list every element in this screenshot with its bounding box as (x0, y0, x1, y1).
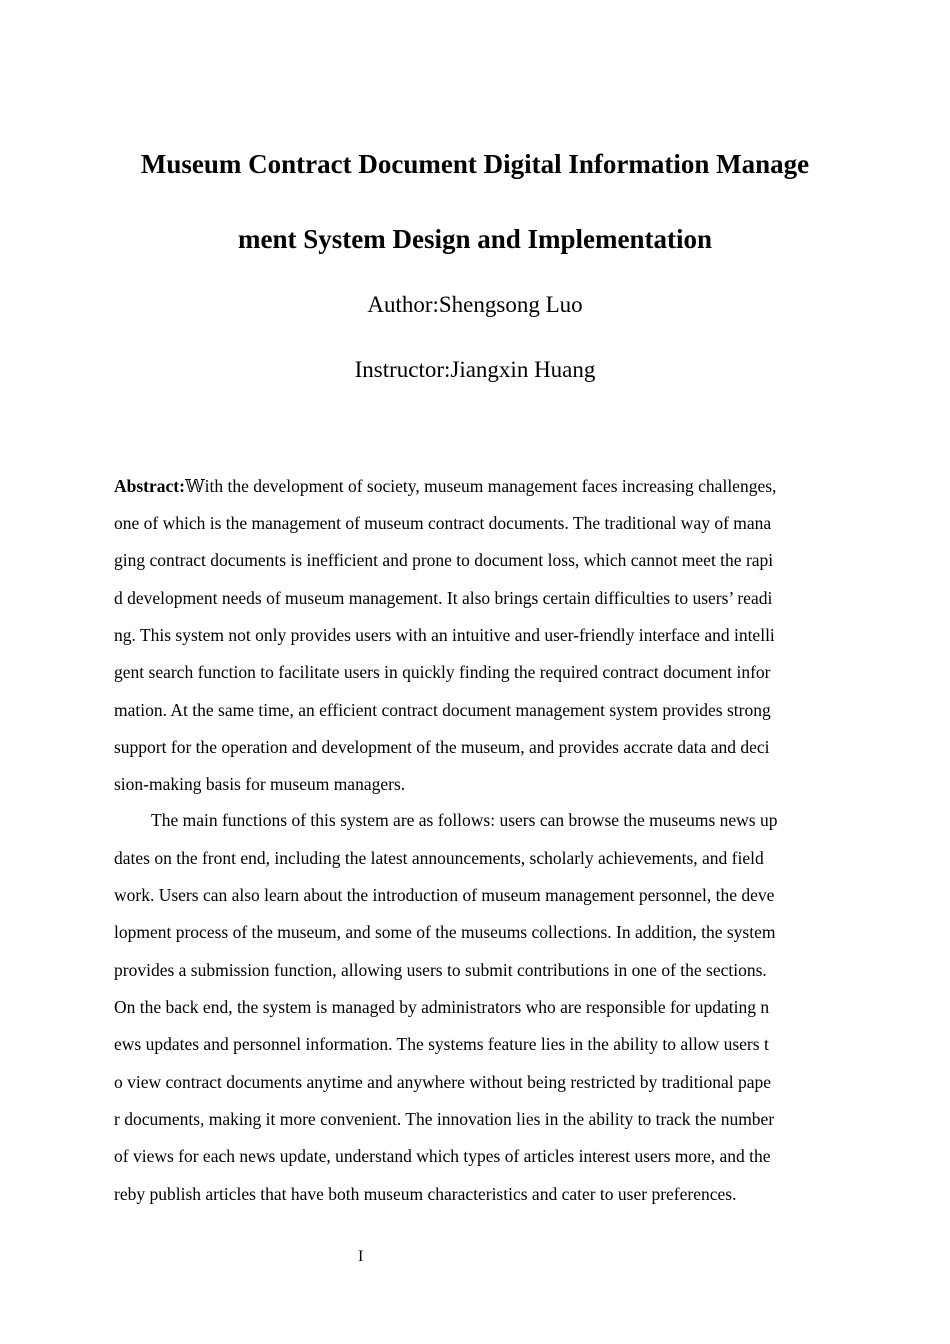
instructor-line: Instructor:Jiangxin Huang (354, 357, 596, 382)
title-line-2: ment System Design and Implementation (237, 224, 712, 254)
abstract-line-4: d development needs of museum management. It also brings certain difficulties to users’ readi (114, 588, 773, 608)
title-line-1: Museum Contract Document Digital Information Manage (140, 149, 810, 179)
abstract-line-9: sion-making basis for museum managers. (114, 774, 406, 794)
abstract-line-6: gent search function to facilitate users in quickly finding the required contract document infor (114, 662, 771, 682)
paragraph2-line-6: On the back end, the system is managed by administrators who are responsible for updating n (114, 997, 770, 1017)
paragraph2-line-1: The main functions of this system are as follows: users can browse the museums news up (151, 810, 778, 830)
abstract-label: Abstract: (114, 476, 185, 496)
paragraph2-line-9: r documents, making it more convenient. The innovation lies in the ability to track the number (114, 1109, 775, 1129)
paragraph2-line-11: reby publish articles that have both museum characteristics and cater to user preferences. (114, 1184, 737, 1204)
paragraph2-line-8: o view contract documents anytime and anywhere without being restricted by traditional pape (114, 1072, 772, 1092)
author-line: Author:Shengsong Luo (367, 292, 583, 317)
paragraph2-line-3: work. Users can also learn about the introduction of museum management personnel, the deve (114, 885, 775, 905)
abstract-line-1 (114, 475, 776, 497)
abstract-line-8: support for the operation and development of the museum, and provides accrate data and deci (114, 737, 770, 757)
page-number: I (358, 1248, 364, 1265)
abstract-line-3: ging contract documents is inefficient and prone to document loss, which cannot meet the rapi (114, 550, 774, 570)
paragraph2-line-2: dates on the front end, including the latest announcements, scholarly achievements, and field (114, 848, 764, 868)
paragraph2-line-10: of views for each news update, understand which types of articles interest users more, and the (114, 1146, 771, 1166)
abstract-line-7: mation. At the same time, an efficient contract document management system provides strong (114, 700, 771, 720)
abstract-text: 𝕎ith the development of society, museum management faces increasing challenges, (184, 476, 777, 496)
paragraph2-line-7: ews updates and personnel information. The systems feature lies in the ability to allow users t (114, 1034, 769, 1054)
paragraph2-line-5: provides a submission function, allowing users to submit contributions in one of the sections. (114, 960, 767, 980)
paragraph2-line-4: lopment process of the museum, and some of the museums collections. In addition, the system (114, 922, 776, 942)
abstract-line-2: one of which is the management of museum contract documents. The traditional way of mana (114, 513, 772, 533)
abstract-line-5: ng. This system not only provides users with an intuitive and user-friendly interface and intelli (114, 625, 775, 645)
